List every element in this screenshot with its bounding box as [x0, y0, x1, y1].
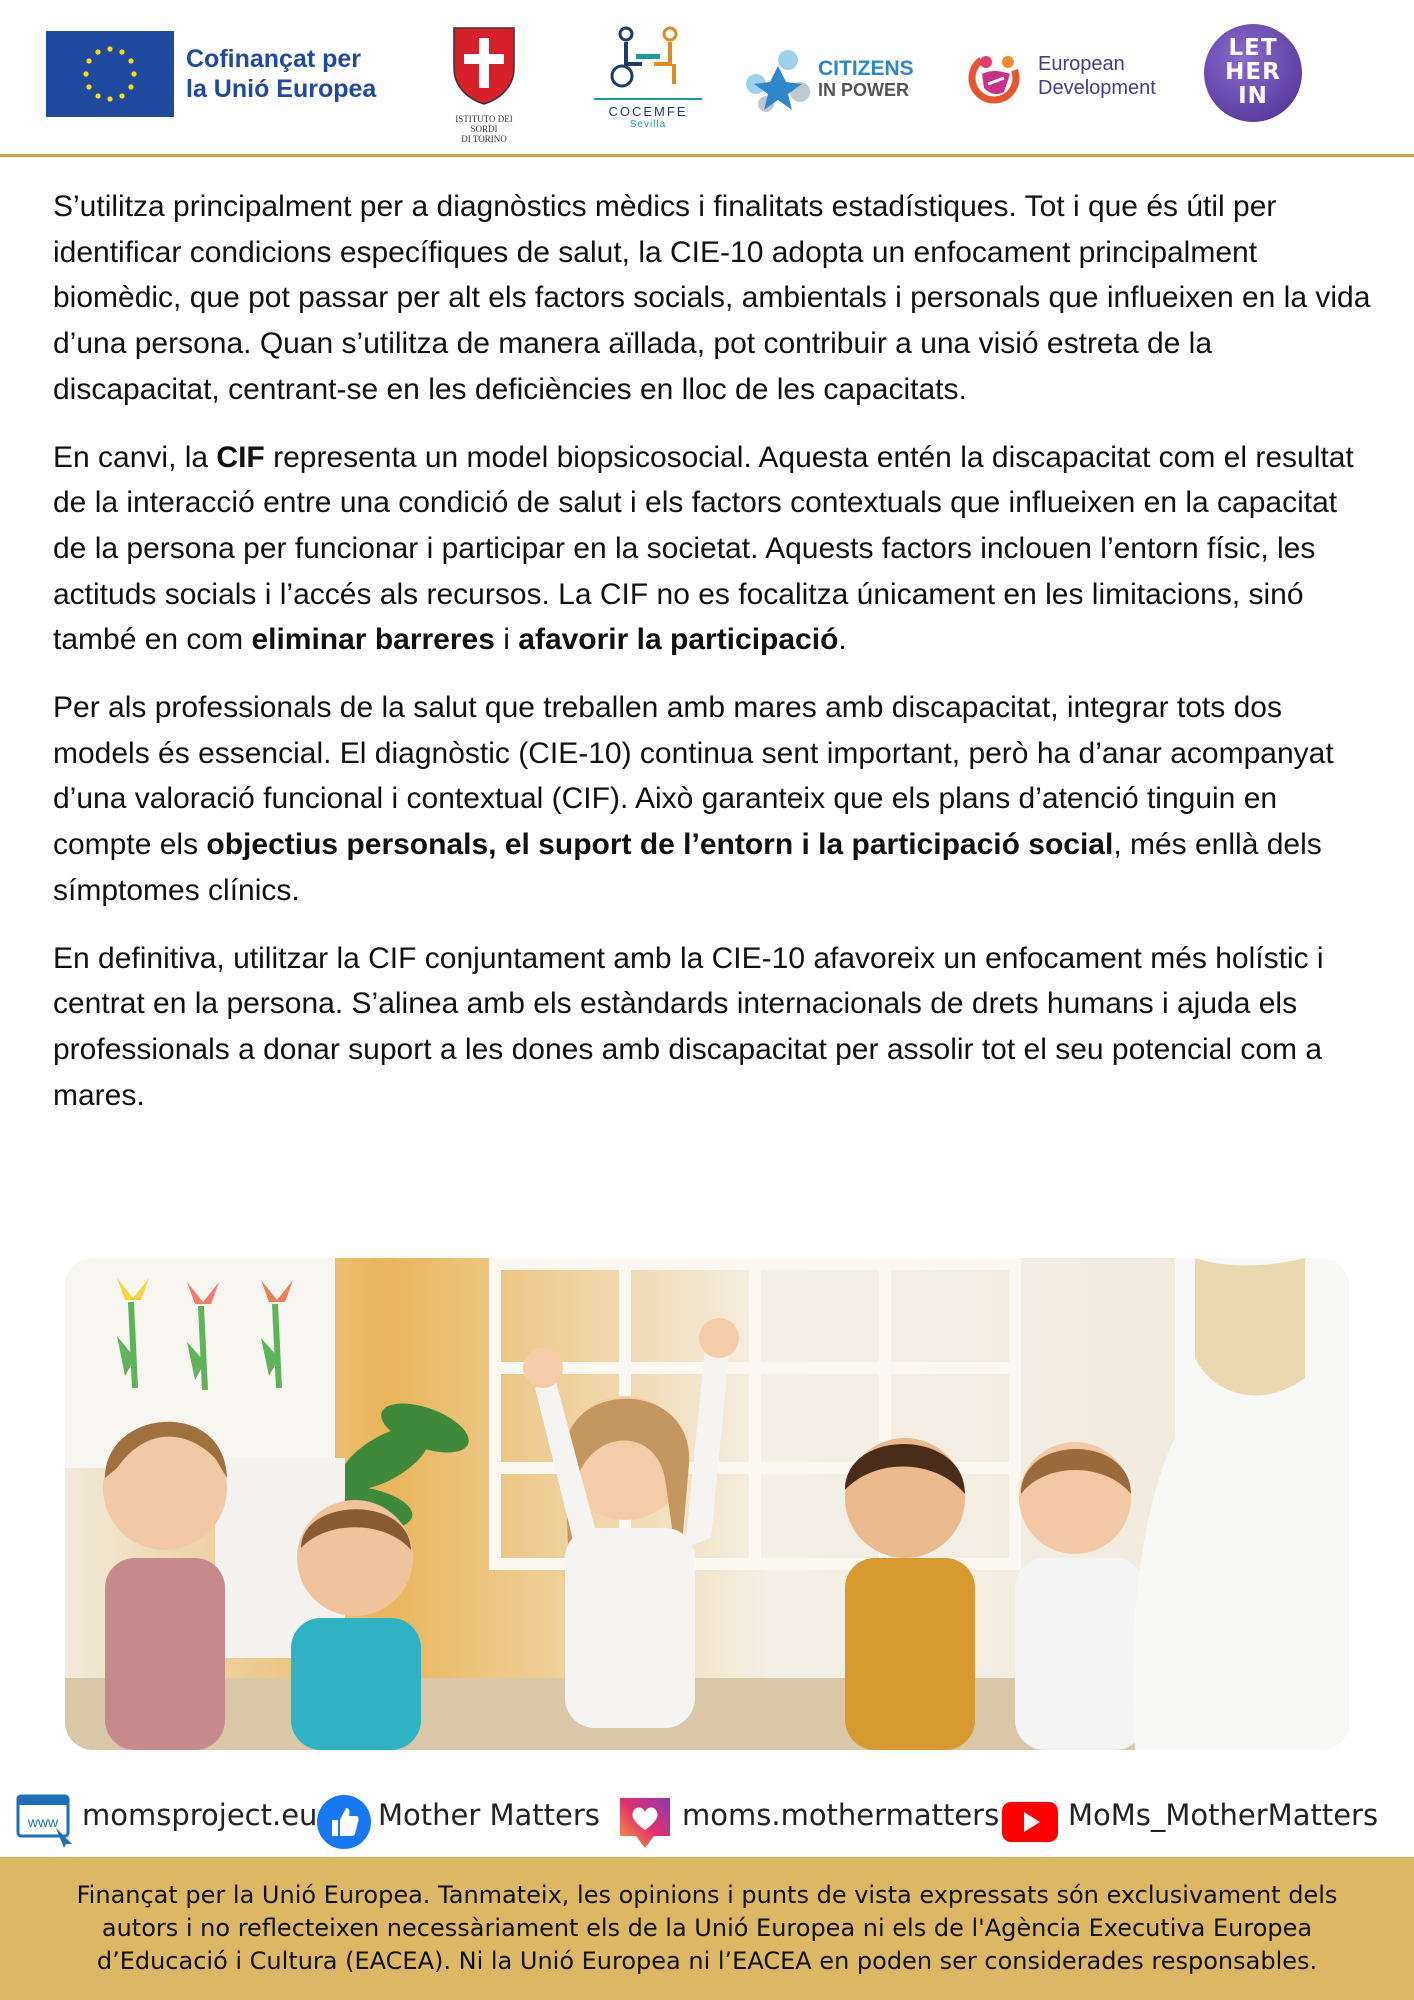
ed-line2: Development [1038, 77, 1156, 99]
eu-label-line2: la Unió Europea [186, 75, 377, 103]
p2-text-g: . [838, 623, 847, 657]
p2-bold-afavorir: afavorir la participació [518, 623, 839, 657]
www-icon-text: www [27, 1814, 59, 1830]
youtube-play-icon [1000, 1798, 1060, 1848]
p2-text-c: representa un model biopsicosocial. Aquesta entén la discapacitat com el resultat de la interacció entre una condició de salut i els factors contextuals que influeixen en la capacitat de la persona per funcionar i participar en la societat. Aquests factors inclouen l’entorn físic, les actituds socials i l’accés als recursos. La CIF no es focalitza únicament en les limitacions, sinó també en com [53, 440, 1354, 657]
cocemfe-name: COCEMFE [608, 104, 688, 119]
funding-disclaimer-footer [0, 1857, 1414, 2000]
european-development-icon [964, 44, 1028, 108]
lhi-line2: HER [1225, 59, 1281, 85]
paragraph-1: S’utilitza principalment per a diagnòstics mèdics i finalitats estadístiques. Tot i que és útil per identificar condicions específiques de salut, la CIE-10 adopta un enfocament principalment biomèdic, que pot passar per alt els factors socials, ambientals i personals que influeixen en la vida d’una persona. Quan s’utilitza de manera aïllada, pot contribuir a una visió estreta de la discapacitat, centrant-se en les deficiències en lloc de les capacitats. [53, 190, 1371, 406]
let-her-in-logo [1204, 24, 1302, 122]
p3-text-a: Per als professionals de la salut que treballen amb mares amb discapacitat, integrar tots dos models és essencial. El diagnòstic (CIE-10) continua sent important, però ha d’anar acompanyat d’una valoració funcional i contextual (CIF). Això garanteix que els plans d’atenció tinguin en compte els [53, 691, 1334, 862]
p3-bold-objectius: objectius personals, el suport de l’entorn i la participació social [206, 828, 1114, 862]
p2-bold-cif: CIF [216, 440, 265, 474]
citizens-in-power-logo [742, 46, 922, 116]
cocemfe-city: Sevilla [629, 119, 667, 130]
cip-line1: CITIZENS [818, 57, 914, 80]
european-development-logo [964, 44, 1184, 114]
facebook-link[interactable] [316, 1790, 606, 1846]
torino-caption [450, 114, 518, 144]
eu-label-line1: Cofinançat per [186, 45, 362, 73]
lhi-line1: LET [1228, 35, 1278, 61]
p2-text-e: i [494, 623, 519, 657]
social-links [0, 1790, 1414, 1846]
classroom-illustration [65, 1258, 1349, 1750]
cocemfe-sevilla-logo [592, 24, 704, 130]
european-development-label [1038, 52, 1156, 100]
logo-header [0, 0, 1414, 157]
eu-flag-logo [46, 31, 174, 117]
youtube-label: MoMs_MotherMatters [1068, 1798, 1379, 1832]
facebook-label: Mother Matters [378, 1798, 600, 1832]
paragraph-4: En definitiva, utilitzar la CIF conjuntament amb la CIE-10 afavoreix un enfocament més holístic i centrat en la persona. S’alinea amb els estàndards internacionals de drets humans i ajuda els professionals a donar suport a les dones amb discapacitat per assolir tot el seu potencial com a mares. [53, 941, 1324, 1112]
eu-cofunded-label [186, 44, 376, 104]
disclaimer-text: Finançat per la Unió Europea. Tanmateix, les opinions i punts de vista expressats són exclusivament dels autors i no reflecteixen necessàriament els de la Unió Europea ni els de l'Agència Executiva Europea d’Educació i Cultura (EACEA). Ni la Unió Europea ni l’EACEA en poden ser considerades responsables. [76, 1881, 1338, 1975]
torino-caption-line2: DI TORINO [461, 134, 507, 144]
shield-cross-icon [450, 24, 518, 106]
istituto-sordi-torino-logo [450, 24, 518, 144]
cocemfe-divider [594, 98, 702, 100]
facebook-like-icon [316, 1794, 372, 1850]
paragraph-2 [53, 435, 1371, 664]
ed-line1: European [1038, 53, 1125, 75]
p2-text-a: En canvi, la [53, 440, 217, 474]
classroom-children-photo [65, 1258, 1349, 1750]
instagram-heart-icon [616, 1794, 674, 1850]
website-label: momsproject.eu [82, 1798, 318, 1832]
website-link[interactable] [16, 1790, 318, 1846]
lhi-line3: IN [1238, 83, 1268, 109]
people-at-table-icon [598, 24, 698, 92]
eu-stars-icon [46, 31, 174, 117]
cip-line2: IN POWER [818, 80, 910, 100]
instagram-label: moms.mothermatters [682, 1798, 1000, 1832]
youtube-link[interactable] [1000, 1790, 1400, 1846]
www-globe-icon [16, 1794, 74, 1848]
instagram-link[interactable] [616, 1790, 1000, 1846]
citizens-in-power-icon [742, 46, 814, 116]
torino-caption-line1: ISTITUTO DEI SORDI [455, 114, 513, 134]
paragraph-3 [53, 685, 1371, 914]
p3-text-c: , més enllà dels símptomes clínics. [53, 828, 1322, 907]
p2-bold-eliminar: eliminar barreres [251, 623, 495, 657]
main-text [53, 184, 1371, 1140]
